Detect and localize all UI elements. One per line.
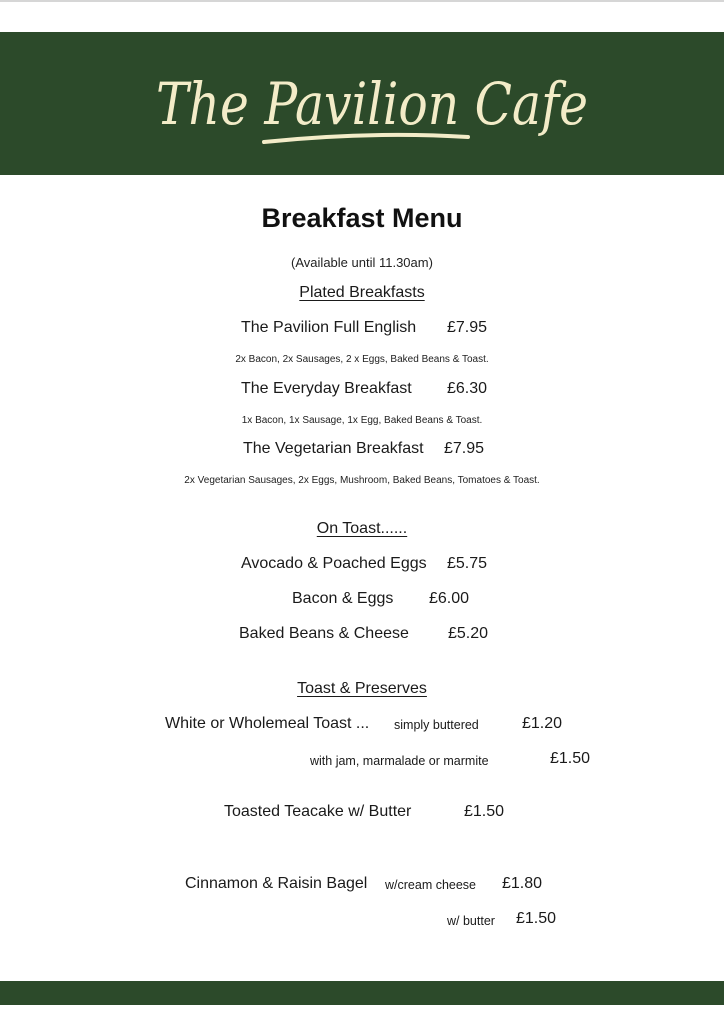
section-heading-toast-preserves: Toast & Preserves	[297, 680, 427, 697]
menu-item-price: £7.95	[444, 440, 485, 457]
menu-item-price: £7.95	[447, 319, 488, 336]
menu-item-price: £5.75	[447, 555, 488, 572]
menu-item-name: The Pavilion Full English	[241, 319, 417, 336]
menu-item-price: £5.20	[448, 625, 489, 642]
menu-item-price: £1.20	[522, 715, 563, 732]
menu-item-price: £1.50	[464, 803, 505, 820]
menu-item-name: White or Wholemeal Toast ...	[165, 715, 370, 732]
section-heading-plated: Plated Breakfasts	[299, 284, 425, 301]
menu-item-note: simply buttered	[394, 718, 479, 732]
menu-item-price: £1.50	[516, 910, 557, 927]
menu-item-name: Baked Beans & Cheese	[239, 625, 409, 642]
menu-item-name: Toasted Teacake w/ Butter	[224, 803, 412, 820]
menu-item-description: 1x Bacon, 1x Sausage, 1x Egg, Baked Beans & Toast.	[241, 415, 483, 426]
menu-item-description: 2x Vegetarian Sausages, 2x Eggs, Mushroom, Baked Beans, Tomatoes & Toast.	[184, 475, 540, 486]
menu-item-name: Bacon & Eggs	[292, 590, 394, 607]
menu-item-note: w/cream cheese	[385, 878, 477, 892]
menu-item-price: £1.80	[502, 875, 543, 892]
menu-item-note: with jam, marmalade or marmite	[310, 754, 489, 768]
menu-item-note: w/ butter	[447, 914, 495, 928]
menu-item-name: Avocado & Poached Eggs	[241, 555, 427, 572]
menu-title: Breakfast Menu	[261, 203, 463, 233]
footer-banner	[0, 981, 724, 1005]
menu-item-price: £6.30	[447, 380, 488, 397]
cafe-logo	[0, 32, 724, 175]
availability-note: (Available until 11.30am)	[291, 255, 433, 270]
menu-item-name: Cinnamon & Raisin Bagel	[185, 875, 368, 892]
menu-item-name: The Everyday Breakfast	[241, 380, 412, 397]
section-heading-on-toast: On Toast......	[316, 520, 408, 537]
top-divider	[0, 0, 724, 2]
menu-item-name: The Vegetarian Breakfast	[243, 440, 424, 457]
menu-item-price: £1.50	[550, 750, 591, 767]
logo-text: The Pavilion Cafe	[156, 70, 588, 138]
menu-item-price: £6.00	[429, 590, 470, 607]
menu-item-description: 2x Bacon, 2x Sausages, 2 x Eggs, Baked Beans & Toast.	[235, 354, 489, 365]
